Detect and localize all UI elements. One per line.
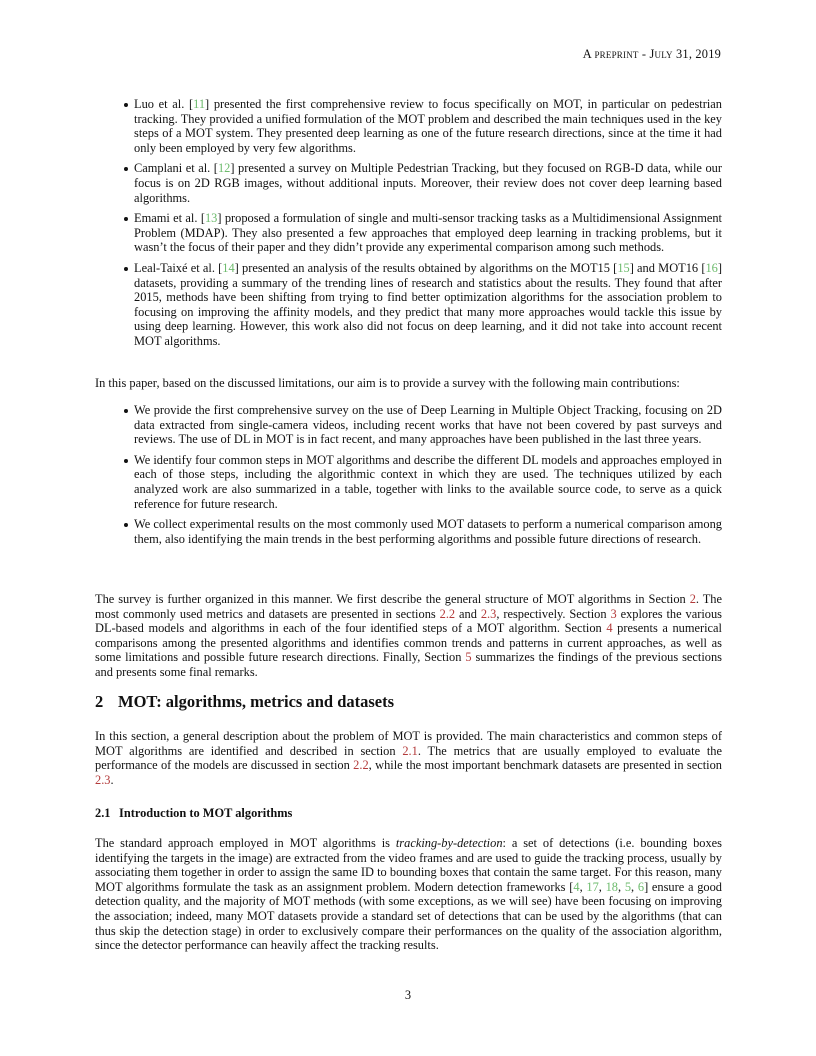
text-segment: explores the various DL-based models and algorithms in each of the four identified steps of a MOT algorithm. Section — [95, 606, 722, 636]
emphasis-text: tracking-by-detection — [395, 836, 503, 850]
header-preprint: A preprint — [582, 47, 639, 61]
text-segment: In this paper, based on the discussed limitations, our aim is to provide a survey with the following main contributions: — [95, 376, 680, 390]
text-segment: . The most commonly used metrics and datasets are presented in sections — [95, 592, 722, 621]
section-2-intro — [95, 729, 722, 787]
subsection-title: Introduction to MOT algorithms — [119, 806, 293, 820]
running-header — [583, 47, 721, 62]
section-2-heading — [95, 692, 395, 711]
citation-link[interactable]: 4 — [573, 879, 580, 894]
contributions-intro — [95, 376, 722, 391]
text-segment: The standard approach employed in MOT algorithms is — [95, 836, 396, 850]
bullet-item — [95, 453, 722, 511]
citation-link[interactable]: 16 — [705, 260, 718, 275]
bullet-item — [95, 97, 722, 155]
text-segment: , — [618, 879, 625, 894]
text-segment: . The metrics that are usually employed to evaluate the performance of the models are discussed in section — [95, 743, 722, 773]
header-date: July 31, 2019 — [649, 47, 721, 61]
text-segment: , — [579, 879, 587, 894]
text-segment: ] proposed a formulation of single and multi-sensor tracking tasks as a Multidimensional Assignment Problem (MDAP). They also presented a few approaches that employed deep learning in tracking problems, but it wasn’t the focus of their paper and they didn’t provide any experimental comparison among such methods. — [134, 211, 723, 255]
text-segment: We provide the first comprehensive survey on the use of Deep Learning in Multiple Object Tracking, focusing on 2D data extracted from single-camera videos, including recent works that have not been covered by past surveys and reviews. The use of DL in MOT is in fact recent, and many approaches have been published in the last three years. — [134, 403, 722, 447]
text-segment: ] datasets, providing a summary of the trending lines of research and statistics about the results. They found that after 2015, methods have been shifting from trying to find better optimization algorithms for the association problem to focusing on improving the affinity models, and they predict that many more approaches would tackle this issue by using deep learning. However, this work also did not focus on deep learning, and it did not take into account recent MOT algorithms. — [134, 260, 722, 348]
citation-link[interactable]: 15 — [617, 260, 630, 275]
header-sep: - — [638, 47, 650, 61]
section-2-1-paragraph — [95, 836, 722, 953]
text-segment: summarizes the findings of the previous sections and presents some final remarks. — [95, 650, 723, 679]
citation-link[interactable]: 11 — [193, 97, 206, 111]
text-segment: ] presented a survey on Multiple Pedestrian Tracking, but they focused on RGB-D data, while our focus is on 2D RGB images, without additional inputs. Moreover, their review does not cover deep learning based algorithms. — [134, 161, 722, 205]
text-segment: , respectively. Section — [496, 606, 611, 621]
bullet-item — [95, 161, 722, 205]
section-reference-link[interactable]: 2.3 — [95, 772, 111, 787]
related-work-list — [95, 97, 722, 355]
section-reference-link[interactable]: 3 — [610, 606, 617, 621]
text-segment: The survey is further organized in this manner. We first describe the general structure of MOT algorithms in Section — [95, 592, 690, 606]
citation-link[interactable]: 18 — [605, 879, 618, 894]
section-reference-link[interactable]: 2.2 — [439, 606, 456, 621]
text-segment: presents a numerical comparisons among the presented algorithms and identifies common trends and patterns in current approaches, as well as some limitations and possible future research directions. Finally, Section — [95, 621, 722, 665]
section-reference-link[interactable]: 2 — [689, 592, 696, 606]
page-number: 3 — [404, 988, 412, 1002]
section-reference-link[interactable]: 2.2 — [353, 758, 369, 773]
bullet-item — [95, 261, 722, 349]
text-segment: : a set of detections (i.e. bounding boxes identifying the targets in the image) are extracted from the video frames and are used to guide the tracking process, usually by associating them together in order to assign the same ID to bounding boxes that contain the same target. For this reason, many MOT algorithms formulate the task as an assignment problem. Modern detection frameworks [ — [95, 836, 722, 894]
bullet-item — [95, 403, 722, 447]
text-segment: ] presented an analysis of the results obtained by algorithms on the MOT15 [ — [234, 260, 618, 275]
section-number: 2 — [95, 692, 104, 711]
text-segment: Luo et al. — [134, 97, 189, 111]
text-segment: [ — [188, 97, 194, 111]
section-2-1-heading — [95, 806, 292, 821]
text-segment: . — [110, 772, 114, 787]
bullet-item — [95, 517, 722, 546]
text-segment: , — [598, 879, 606, 894]
text-segment: ] and MOT16 [ — [629, 260, 706, 275]
text-segment: ] presented the first comprehensive review to focus specifically on MOT, in particular on pedestrian tracking. They provided a unified formulation of the MOT problem and described the main techniques used in the key steps of a MOT system. They presented deep learning as one of the future research directions, since at the time it had only been employed by very few algorithms. — [134, 97, 722, 155]
citation-link[interactable]: 17 — [586, 879, 599, 894]
citation-link[interactable]: 6 — [637, 879, 645, 894]
text-segment: ] ensure a good detection quality, and the majority of MOT methods (with some exceptions, as we will see) have been focusing on improving the association; indeed, many MOT datasets provide a standard set of detections that can be used by the algorithms (that can thus skip the detection stage) in order to exclusively compare their performances on the quality of the association algorithm, since the detector performance can heavily affect the tracking results. — [95, 879, 722, 953]
text-segment: We identify four common steps in MOT algorithms and describe the different DL models and approaches employed in each of those steps, including the algorithmic context in which they are used. The techniques utilized by each analyzed work are also summarized in a table, together with links to the available source code, to serve as a quick reference for future research. — [134, 452, 722, 511]
text-segment: We collect experimental results on the most commonly used MOT datasets to perform a numerical comparison among them, also identifying the main trends in the best performing algorithms and possible future directions of research. — [134, 517, 722, 546]
text-segment: Emami et al. [ — [134, 211, 205, 226]
subsection-number: 2.1 — [95, 806, 111, 820]
section-reference-link[interactable]: 2.3 — [480, 606, 497, 621]
citation-link[interactable]: 13 — [204, 211, 218, 226]
text-segment: Camplani et al. [ — [134, 161, 218, 176]
citation-link[interactable]: 12 — [217, 161, 231, 176]
section-reference-link[interactable]: 5 — [465, 650, 472, 665]
bullet-item — [95, 211, 722, 255]
section-reference-link[interactable]: 2.1 — [402, 743, 418, 758]
text-segment: Leal-Taixé et al. [ — [134, 260, 223, 275]
section-reference-link[interactable]: 4 — [606, 621, 613, 636]
section-title: MOT: algorithms, metrics and datasets — [118, 692, 395, 711]
text-segment: , while the most important benchmark datasets are presented in section — [368, 758, 722, 773]
text-segment: In this section, a general description about the problem of MOT is provided. The main characteristics and common steps of MOT algorithms are identified and described in section — [95, 729, 722, 758]
contributions-list — [95, 403, 722, 552]
citation-link[interactable]: 5 — [624, 879, 632, 894]
citation-link[interactable]: 14 — [222, 260, 235, 275]
text-segment: , — [631, 879, 638, 894]
text-segment: and — [455, 606, 481, 621]
organization-paragraph — [95, 592, 722, 680]
